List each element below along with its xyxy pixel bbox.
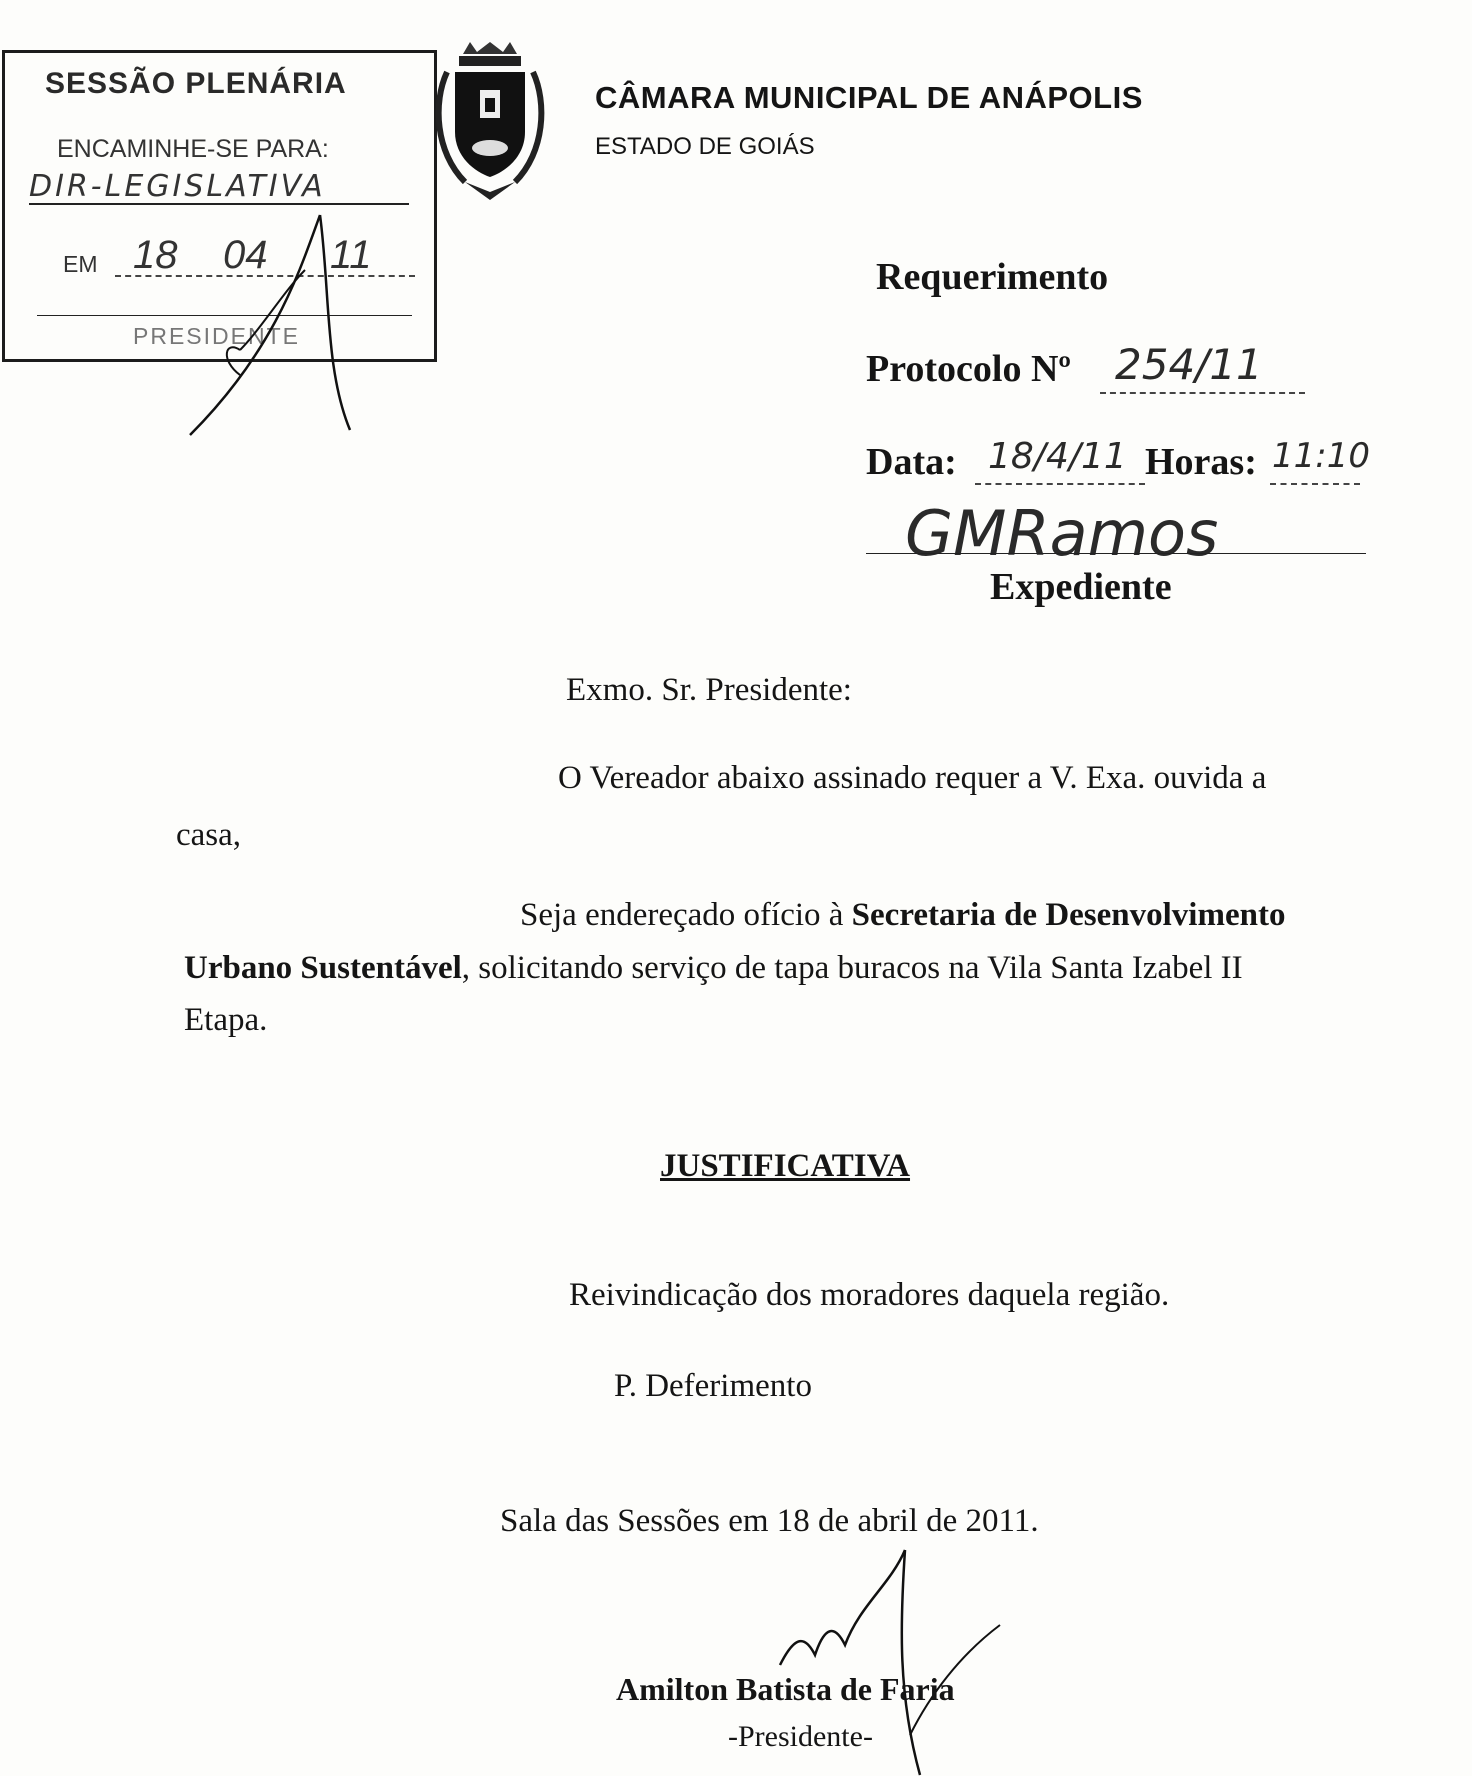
protocol-number: 254/11 [1115, 340, 1263, 389]
justification-text: Reivindicação dos moradores daquela região. [569, 1277, 1170, 1313]
closing: P. Deferimento [614, 1368, 812, 1404]
date-line [975, 483, 1145, 485]
protocol-label: Protocolo Nº [866, 348, 1071, 390]
request-bold-2: Urbano Sustentável [184, 950, 462, 986]
receiver-signature: GMRamos [905, 497, 1219, 570]
stamp-signature [180, 210, 380, 440]
state-name: ESTADO DE GOIÁS [595, 133, 815, 160]
signatory-name: Amilton Batista de Faria [616, 1671, 955, 1707]
stamp-forward-to: DIR-LEGISLATIVA [29, 169, 326, 204]
stamp-role: PRESIDENTE [133, 323, 300, 349]
doc-type: Requerimento [876, 256, 1109, 298]
stamp-line [29, 203, 409, 205]
request-bold-1: Secretaria de Desenvolvimento [851, 897, 1286, 933]
stamp-date-year: 11 [330, 233, 372, 277]
signatory-role: -Presidente- [728, 1720, 873, 1753]
justification-heading: JUSTIFICATIVA [660, 1148, 911, 1184]
salutation: Exmo. Sr. Presidente: [566, 672, 852, 708]
intro-line-2: casa, [176, 817, 242, 853]
receiver-line [866, 553, 1366, 554]
stamp-date-prefix: EM [63, 251, 98, 277]
intro-line-1: O Vereador abaixo assinado requer a V. Exa. ouvida a [558, 760, 1267, 796]
coat-of-arms-emblem [425, 42, 555, 202]
request-line-1 [520, 897, 1285, 934]
date-value: 18/4/11 [988, 436, 1127, 477]
institution-name: CÂMARA MUNICIPAL DE ANÁPOLIS [595, 80, 1143, 115]
date-label: Data: [866, 441, 957, 483]
request-line-2 [184, 950, 1243, 987]
hours-value: 11:10 [1272, 436, 1370, 476]
request-prefix: Seja endereçado ofício à [520, 897, 844, 933]
stamp-title: SESSÃO PLENÁRIA [45, 67, 347, 100]
stamp-date-month: 04 [223, 233, 268, 277]
hours-label: Horas: [1145, 441, 1257, 483]
stamp-date-day: 18 [133, 233, 178, 277]
place-date: Sala das Sessões em 18 de abril de 2011. [500, 1503, 1039, 1539]
request-rest-1: , solicitando serviço de tapa buracos na Vila Santa Izabel II [461, 950, 1243, 986]
protocol-line [1100, 392, 1305, 394]
section-name: Expediente [990, 566, 1172, 608]
stamp-forward-label: ENCAMINHE-SE PARA: [57, 135, 329, 163]
hours-line [1270, 483, 1360, 485]
request-line-3: Etapa. [184, 1002, 268, 1038]
